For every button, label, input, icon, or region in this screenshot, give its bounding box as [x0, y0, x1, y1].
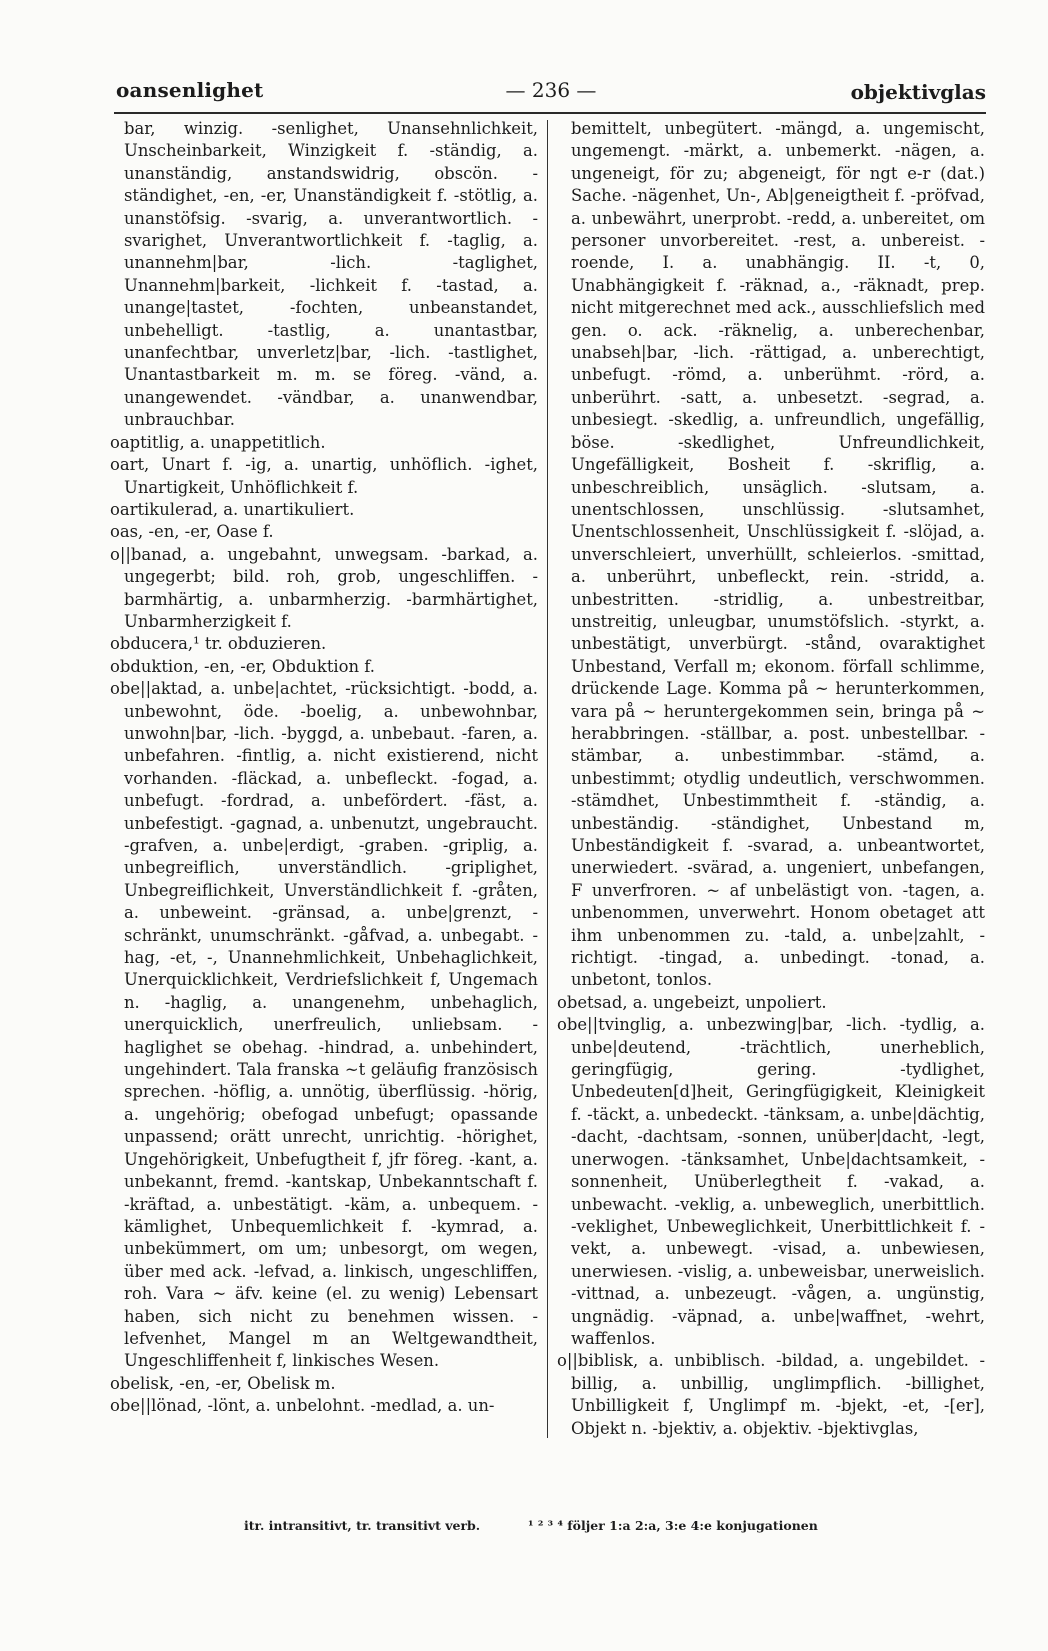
dictionary-entry: obe||aktad, a. unbe|achtet, -rücksichtigt. -bodd, a. unbewohnt, öde. -boelig, a. unbewohnbar, unwohn|bar, -lich. -byggd, a. unbebaut. -faren, a. unbefahren. -fintlig, a. nicht existierend, nicht vorhanden. -fläckad, a. unbefleckt. -fogad, a. unbefugt. -fordrad, a. unbefördert. -fäst, a. unbefestigt. -gagnad, a. unbenutzt, ungebraucht. -grafven, a. unbe|erdigt, -graben. -griplig, a. unbegreiflich, unverständlich. -griplighet, Unbegreiflichkeit, Unverständlichkeit f. -gråten, a. unbeweint. -gränsad, a. unbe|grenzt, -schränkt, unumschränkt. -gåfvad, a. unbegabt. -hag, -et, -, Unannehmlichkeit, Unbehaglichkeit, Unerquicklichkeit, Verdriefslichkeit f, Ungemach n. -haglig, a. unangenehm, unbehaglich, unerquicklich, unerfreulich, unliebsam. -haglighet se obehag. -hindrad, a. unbehindert, ungehindert. Tala franska ~t geläufig französisch sprechen. -höflig, a. unnötig, überflüssig. -hörig, a. ungehörig; obefogad unbefugt; opassande unpassend; orätt unrecht, unrichtig. -hörighet, Ungehörigkeit, Unbefugtheit f, jfr föreg. -kant, a. unbekannt, fremd. -kantskap, Unbekanntschaft f. -kräftad, a. unbestätigt. -käm, a. unbequem. -kämlighet, Unbequemlichkeit f. -kymrad, a. unbekümmert, om um; unbesorgt, om wegen, über med ack. -lefvad, a. linkisch, ungeschliffen, roh. Vara ~ äfv. keine (el. zu wenig) Lebensart haben, sich nicht zu benehmen wissen. -lefvenhet, Mangel m an Weltgewandtheit, Ungeschliffenheit f, linkisches Wesen.: [110, 679, 538, 1371]
dictionary-entry: oas, -en, -er, Oase f.: [110, 522, 274, 542]
dictionary-entry: obe||lönad, -lönt, a. unbelohnt. -medlad, a. un-: [110, 1396, 495, 1416]
right-column: [557, 118, 985, 1438]
footer-conjugations: ¹ ² ³ ⁴ följer 1:a 2:a, 3:e 4:e konjugationen: [528, 1518, 818, 1533]
dictionary-entry: oaptitlig, a. unappetitlich.: [110, 432, 326, 452]
dictionary-entry: oartikulerad, a. unartikuliert.: [110, 499, 355, 519]
continued-entry: bar, winzig. -senlighet, Unansehnlichkeit, Unscheinbarkeit, Winzigkeit f. -ständig, a. unanständig, anstandswidrig, obscön. -ständighet, -en, -er, Unanständigkeit f. -stötlig, a. unanstöfsig. -svarig, a. unverantwortlich. -svarighet, Unverantwortlichkeit f. -taglig, a. unannehm|bar, -lich. -taglighet, Unannehm|barkeit, -lichkeit f. -tastad, a. unange|tastet, -fochten, unbeanstandet, unbehelligt. -tastlig, a. unantastbar, unanfechtbar, unverletz|bar, -lich. -tastlighet, Unantastbarkeit m. m. se föreg. -vänd, a. unangewendet. -vändbar, a. unanwendbar, unbrauchbar.: [124, 119, 538, 430]
header-right-guide-word: objektivglas: [850, 80, 986, 104]
column-divider: [547, 120, 548, 1438]
dictionary-entry: o||banad, a. ungebahnt, unwegsam. -barkad, a. ungegerbt; bild. roh, grob, ungeschliffen. -barmhärtig, a. unbarmherzig. -barmhärtighet, Unbarmherzigkeit f.: [110, 544, 538, 631]
dictionary-entry: obelisk, -en, -er, Obelisk m.: [110, 1373, 336, 1393]
header-left-guide-word: oansenlighet: [116, 78, 264, 102]
dictionary-entry: oart, Unart f. -ig, a. unartig, unhöflich. -ighet, Unartigkeit, Unhöflichkeit f.: [110, 455, 538, 497]
dictionary-entry: obetsad, a. ungebeizt, unpoliert.: [557, 992, 827, 1012]
left-column: [110, 118, 538, 1438]
continued-entry: bemittelt, unbegütert. -mängd, a. ungemischt, ungemengt. -märkt, a. unbemerkt. -nägen, a. ungeneigt, för zu; abgeneigt, för ngt e-r (dat.) Sache. -nägenhet, Un-, Ab|geneigtheit f. -pröfvad, a. unbewährt, unerprobt. -redd, a. unbereitet, om personer unvorbereitet. -rest, a. unbereist. -roende, I. a. unabhängig. II. -t, 0, Unabhängigkeit f. -räknad, a., -räknadt, prep. nicht mitgerechnet med ack., ausschliefslich med gen. o. ack. -räknelig, a. unberechenbar, unabseh|bar, -lich. -rättigad, a. unberechtigt, unbefugt. -römd, a. unberühmt. -rörd, a. unberührt. -satt, a. unbesetzt. -segrad, a. unbesiegt. -skedlig, a. unfreundlich, ungefällig, böse. -skedlighet, Unfreundlichkeit, Ungefälligkeit, Bosheit f. -skriflig, a. unbeschreiblich, unsäglich. -slutsam, a. unentschlossen, unschlüssig. -slutsamhet, Unentschlossenheit, Unschlüssigkeit f. -slöjad, a. unverschleiert, unverhüllt, schleierlos. -smittad, a. unberührt, unbefleckt, rein. -stridd, a. unbestritten. -stridlig, a. unbestreitbar, unstreitig, unleugbar, unumstöfslich. -styrkt, a. unbestätigt, unverbürgt. -stånd, ovaraktighet Unbestand, Verfall m; ekonom. förfall schlimme, drückende Lage. Komma på ~ herunterkommen, vara på ~ heruntergekommen sein, bringa på ~ herabbringen. -ställbar, a. post. unbestellbar. -stämbar, a. unbestimmbar. -stämd, a. unbestimmt; otydlig undeutlich, verschwommen. -stämdhet, Unbestimmtheit f. -ständig, a. unbeständig. -ständighet, Unbestand m, Unbeständigkeit f. -svarad, a. unbeantwortet, unerwiedert. -svärad, a. ungeniert, unbefangen, F unverfroren. ~ af unbelästigt von. -tagen, a. unbenommen, unverwehrt. Honom obetaget att ihm unbenommen zu. -tald, a. unbe|zahlt, -richtigt. -tingad, a. unbedingt. -tonad, a. unbetont, tonlos.: [571, 119, 985, 990]
dictionary-entry: obducera,¹ tr. obduzieren.: [110, 634, 327, 654]
dictionary-entry: obduktion, -en, -er, Obduktion f.: [110, 656, 375, 676]
page-number: — 236 —: [505, 78, 597, 102]
page-header: [0, 72, 1048, 112]
dictionary-entry: o||biblisk, a. unbiblisch. -bildad, a. ungebildet. -billig, a. unbillig, unglimpflich. -billighet, Unbilligkeit f, Unglimpf m. -bjekt, -et, -[er], Objekt n. -bjektiv, a. objektiv. -bjektivglas,: [557, 1351, 985, 1438]
footer-abbreviations: itr. intransitivt, tr. transitivt verb.: [244, 1518, 481, 1533]
header-rule: [114, 112, 986, 114]
dictionary-entry: obe||tvinglig, a. unbezwing|bar, -lich. -tydlig, a. unbe|deutend, -trächtlich, unerheblich, geringfügig, gering. -tydlighet, Unbedeuten[d]heit, Geringfügigkeit, Kleinigkeit f. -täckt, a. unbedeckt. -tänksam, a. unbe|dächtig, -dacht, -dachtsam, -sonnen, unüber|dacht, -legt, unerwogen. -tänksamhet, Unbe|dachtsamkeit, -sonnenheit, Unüberlegtheit f. -vakad, a. unbewacht. -veklig, a. unbeweglich, unerbittlich. -veklighet, Unbeweglichkeit, Unerbittlichkeit f. -vekt, a. unbewegt. -visad, a. unbewiesen, unerwiesen. -vislig, a. unbeweisbar, unerweislich. -vittnad, a. unbezeugt. -vågen, a. ungünstig, ungnädig. -väpnad, a. unbe|waffnet, -wehrt, waffenlos.: [557, 1015, 985, 1348]
